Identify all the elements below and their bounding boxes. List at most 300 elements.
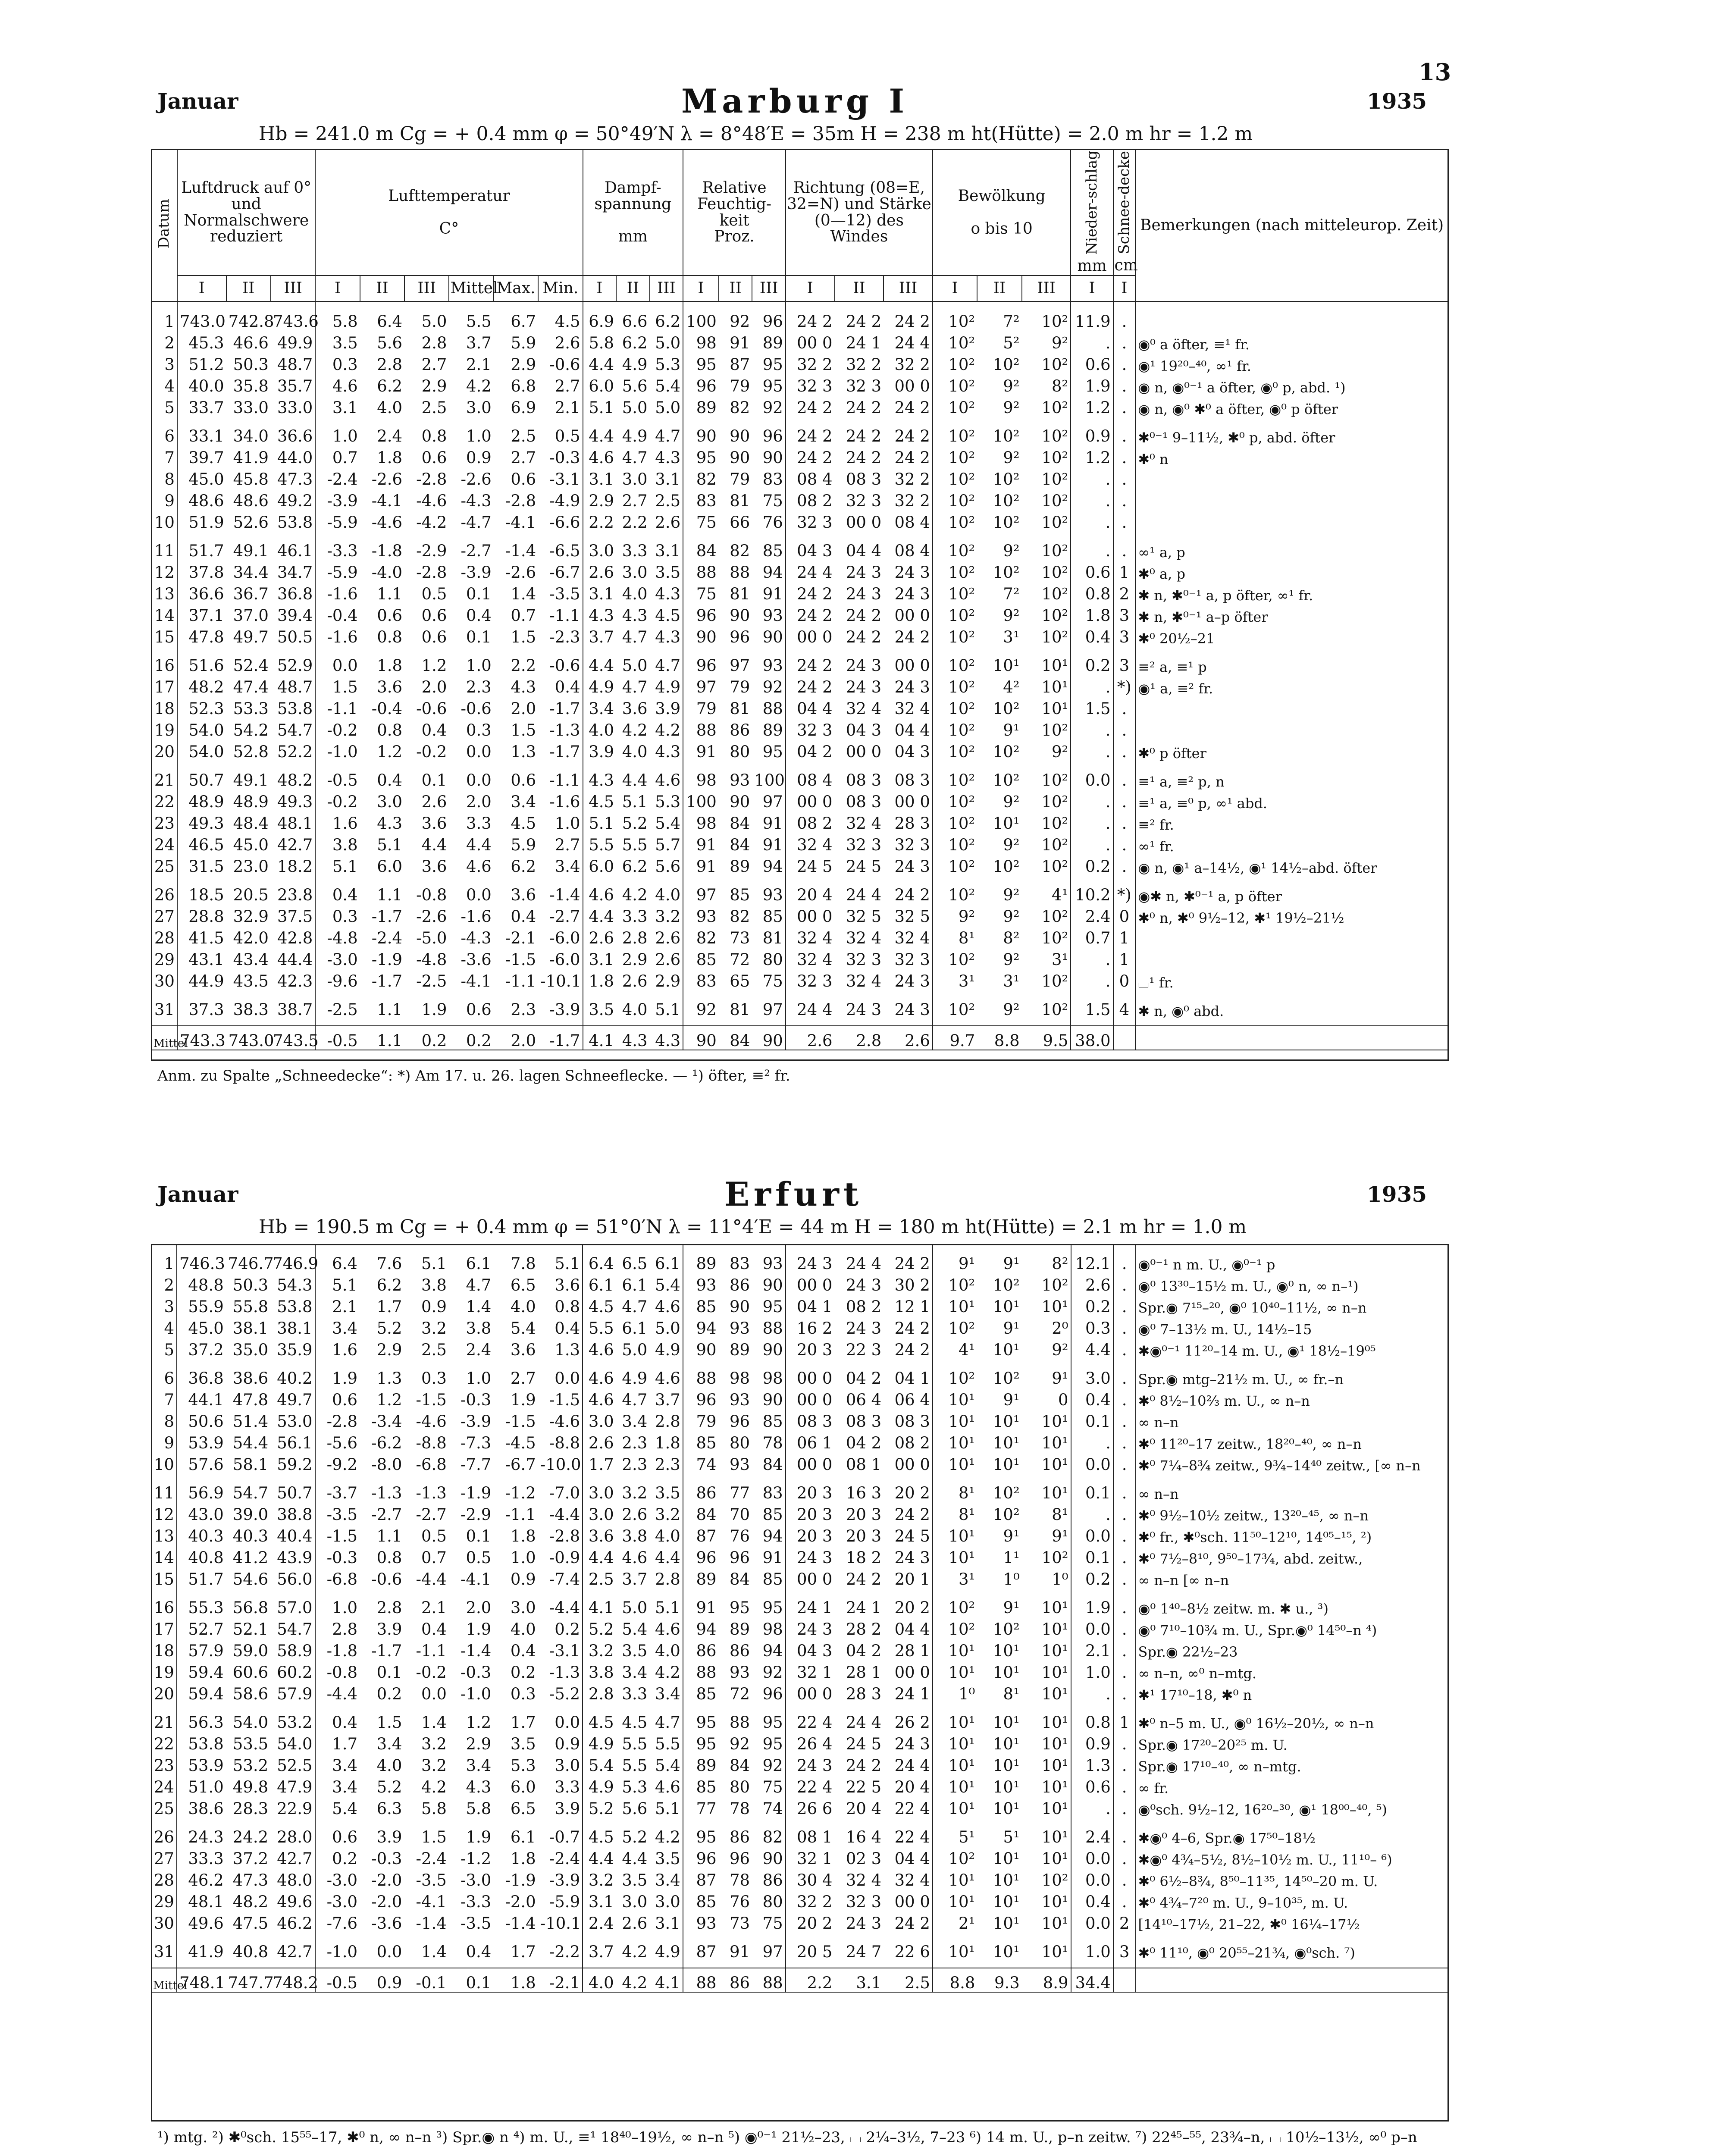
col-wind: Richtung (08=E, 32=N) und Stärke (0—12) des Windes	[786, 149, 933, 276]
value-cell: 32.9	[233, 907, 269, 926]
value-cell: 6.0	[510, 1778, 536, 1797]
mean-cell: 9.5	[1022, 1026, 1071, 1050]
remark-cell: ◉ n, ◉⁰⁻¹ a öfter, ◉⁰ p, abd. ¹)	[1135, 373, 1448, 395]
value-cell: 2.4	[583, 1911, 616, 1932]
value-cell: 5.4	[583, 1753, 616, 1774]
value-cell: 10²	[933, 854, 977, 875]
value-cell: 08 2	[786, 811, 835, 832]
value-cell: 43.9	[277, 1548, 313, 1567]
value-cell: 35.7	[277, 377, 313, 396]
value-cell: 3.1	[583, 581, 617, 603]
value-cell: 98	[683, 768, 719, 789]
value-cell: 4.7	[622, 678, 648, 697]
spacer-row	[151, 875, 1448, 882]
day-cell: 5	[164, 398, 175, 417]
value-cell: -1.7	[371, 1642, 402, 1661]
value-cell: 85	[683, 947, 719, 968]
value-cell: 48.1	[177, 1889, 226, 1911]
value-cell: 4.3	[622, 606, 648, 625]
value-cell: 10¹	[1041, 1412, 1068, 1431]
value-cell: 96	[683, 653, 719, 674]
table-row	[151, 674, 1448, 696]
day-cell: 11	[154, 542, 175, 561]
value-cell: 0.4	[555, 1319, 580, 1338]
value-cell: 1.4	[511, 585, 536, 604]
value-cell: 93	[730, 771, 750, 790]
value-cell: .	[1071, 1502, 1113, 1523]
value-cell: 0.0	[421, 1685, 447, 1704]
value-cell: 5.5	[622, 836, 648, 855]
value-cell: 08 1	[786, 1824, 835, 1846]
value-cell: -4.5	[505, 1434, 536, 1453]
table-row	[151, 1502, 1449, 1523]
value-cell: 79	[683, 696, 719, 718]
value-cell: 0.9	[466, 448, 492, 467]
value-cell: 37.8	[177, 560, 226, 581]
table-row	[151, 1409, 1449, 1430]
day-cell: 14	[154, 606, 175, 625]
value-cell: 1.2	[376, 1391, 402, 1410]
value-cell: 35.0	[232, 1341, 269, 1360]
value-cell: 9²	[1003, 793, 1020, 812]
value-cell: 4.6	[622, 1548, 648, 1567]
remark-cell: ◉⁰ 7–13½ m. U., 14½–15	[1136, 1316, 1449, 1337]
value-cell: 4.3	[655, 448, 681, 467]
value-cell: 37.1	[177, 603, 226, 624]
day-cell: 24	[154, 836, 175, 855]
day-cell: 8	[164, 470, 175, 489]
value-cell: 10¹	[993, 814, 1020, 833]
value-cell: 3.2	[655, 1505, 680, 1524]
value-cell: 0.3	[510, 1685, 536, 1704]
mean-cell: -2.1	[538, 1968, 583, 1992]
value-cell: 28 1	[894, 1642, 930, 1661]
mean-cell: 90	[752, 1026, 786, 1050]
value-cell: 87	[730, 355, 750, 374]
value-cell: 88	[683, 560, 719, 581]
value-cell: 3¹	[1003, 628, 1020, 647]
value-cell: -1.1	[505, 972, 536, 991]
table-row	[151, 445, 1448, 467]
value-cell: 56.1	[277, 1434, 313, 1453]
value-cell: .	[1071, 718, 1113, 739]
value-cell: 22 4	[894, 1828, 930, 1847]
value-cell: 24 3	[894, 972, 930, 991]
value-cell: 0.0	[1071, 1868, 1113, 1889]
value-cell: 0.4	[511, 907, 536, 926]
value-cell: 1.9	[315, 1366, 360, 1387]
day-cell: 30	[154, 1914, 174, 1933]
value-cell: 78	[762, 1434, 783, 1453]
remark-cell: ✱ n, ◉⁰ abd.	[1135, 997, 1448, 1018]
value-cell: 3.3	[622, 542, 648, 561]
value-cell: 3.9	[376, 1828, 402, 1847]
spacer-row	[151, 301, 1448, 309]
value-cell: 10²	[1041, 929, 1068, 948]
value-cell: 04 4	[894, 1620, 930, 1639]
value-cell: 47.3	[232, 1871, 269, 1890]
value-cell: 6.4	[315, 1251, 360, 1272]
value-cell: 3.9	[555, 1799, 580, 1818]
value-cell: 24 5	[846, 857, 882, 876]
value-cell: 10¹	[933, 1868, 977, 1889]
table-row	[151, 1681, 1449, 1703]
col-luftdruck: Luftdruck auf 0° und Normalschwere reduziert	[177, 149, 315, 276]
value-cell: 0.1	[466, 628, 492, 647]
value-cell: 3.7	[583, 1939, 616, 1961]
value-cell: 3.0	[622, 470, 648, 489]
value-cell: 4.4	[583, 352, 617, 373]
value-cell: 746.7	[228, 1254, 274, 1273]
value-cell: -5.9	[315, 560, 360, 581]
value-cell: 3.0	[583, 538, 617, 560]
value-cell: 46.2	[177, 1868, 226, 1889]
value-cell: 20 3	[786, 1523, 835, 1545]
value-cell: 24 2	[786, 581, 835, 603]
value-cell: -0.2	[416, 743, 447, 761]
value-cell: 41.2	[232, 1548, 269, 1567]
value-cell: 82	[730, 398, 750, 417]
value-cell: .	[1113, 1337, 1136, 1359]
mean-cell	[1113, 1026, 1136, 1050]
value-cell: 54.7	[232, 1484, 269, 1503]
value-cell: 54.7	[277, 1620, 313, 1639]
value-cell: 33.7	[177, 395, 226, 417]
value-cell: 76	[730, 1893, 750, 1912]
value-cell: 0.5	[555, 427, 580, 446]
value-cell: 08 2	[786, 488, 835, 510]
value-cell: 84	[730, 1570, 750, 1589]
value-cell: 5.0	[622, 656, 648, 675]
value-cell: 1.1	[377, 886, 403, 905]
value-cell: 10¹	[1041, 1756, 1068, 1775]
value-cell: 83	[762, 1484, 783, 1503]
value-cell: -1.8	[371, 542, 403, 561]
remark-cell: ◉✱ n, ✱⁰⁻¹ a, p öfter	[1135, 882, 1448, 904]
value-cell: 52.5	[277, 1756, 313, 1775]
value-cell: 4.5	[555, 312, 580, 331]
value-cell: 86	[730, 721, 750, 740]
value-cell: 5.0	[622, 1341, 648, 1360]
value-cell: 1	[1113, 925, 1136, 947]
value-cell: 48.1	[277, 814, 313, 833]
value-cell: 6.1	[583, 1272, 616, 1294]
value-cell: 50.7	[277, 1484, 313, 1503]
value-cell: -3.5	[460, 1914, 492, 1933]
value-cell: 95	[762, 1297, 783, 1316]
value-cell: 0.1	[466, 1527, 492, 1546]
value-cell: 4.5	[583, 1824, 616, 1846]
value-cell: .	[1113, 395, 1136, 417]
value-cell: 5.4	[655, 1756, 680, 1775]
value-cell: 4.7	[622, 448, 648, 467]
value-cell: 82	[683, 925, 719, 947]
day-cell: 1	[164, 312, 175, 331]
value-cell: 24 2	[894, 448, 930, 467]
value-cell: 1.0	[1071, 1939, 1113, 1961]
value-cell: 2.2	[622, 513, 648, 532]
value-cell: 98	[762, 1369, 783, 1388]
value-cell: 4.0	[583, 718, 617, 739]
value-cell: 75	[762, 492, 783, 511]
value-cell: 0.3	[466, 721, 492, 740]
value-cell: .	[1113, 1430, 1136, 1452]
value-cell: -3.0	[460, 1871, 492, 1890]
value-cell: -4.7	[461, 513, 492, 532]
value-cell: 7²	[1003, 585, 1020, 604]
value-cell: 6.9	[511, 398, 536, 417]
value-cell: -1.6	[315, 581, 360, 603]
value-cell: 26 2	[894, 1713, 930, 1732]
value-cell: 38.6	[232, 1369, 269, 1388]
value-cell: 49.6	[277, 1893, 313, 1912]
value-cell: 3.7	[466, 334, 492, 353]
value-cell: .	[1113, 1480, 1136, 1502]
value-cell: 32 2	[786, 352, 835, 373]
value-cell: 4.9	[583, 674, 617, 696]
subheader-cell: III	[1022, 276, 1071, 301]
value-cell: 10²	[933, 1595, 977, 1617]
day-cell: 18	[154, 1642, 174, 1661]
value-cell: 2.9	[421, 377, 447, 396]
value-cell: 44.1	[177, 1387, 226, 1409]
col-feucht: Relative Feuchtig-keit Proz.	[683, 149, 786, 276]
value-cell: 2.5	[421, 1341, 447, 1360]
value-cell: 49.1	[233, 542, 269, 561]
value-cell: 49.2	[277, 492, 313, 511]
value-cell: -5.6	[315, 1430, 360, 1452]
value-cell: 32 4	[894, 1871, 930, 1890]
value-cell: 16 2	[786, 1316, 835, 1337]
value-cell: 98	[730, 1369, 750, 1388]
value-cell: 5¹	[1003, 1828, 1020, 1847]
table-row	[151, 968, 1448, 990]
value-cell: 4.5	[583, 1710, 616, 1731]
value-cell: 81	[730, 492, 750, 511]
value-cell: 08 3	[786, 1409, 835, 1430]
value-cell: 81	[730, 1000, 750, 1019]
value-cell: -4.4	[416, 1570, 447, 1589]
subheader-cell: Min.	[538, 276, 583, 301]
value-cell: 3.2	[622, 1484, 648, 1503]
value-cell: 0.6	[1071, 1774, 1113, 1796]
value-cell: 3.7	[655, 1391, 680, 1410]
value-cell: 91	[730, 334, 750, 353]
mean-cell: 2.6	[786, 1026, 835, 1050]
value-cell: .	[1113, 1387, 1136, 1409]
value-cell: 80	[762, 1893, 783, 1912]
value-cell: 10²	[933, 560, 977, 581]
value-cell: 1.5	[376, 1713, 402, 1732]
value-cell: -2.4	[549, 1849, 580, 1868]
value-cell: 5.1	[655, 1598, 680, 1617]
value-cell: 40.8	[177, 1545, 226, 1567]
mean-cell: 9.3	[977, 1968, 1021, 1992]
value-cell: 0.4	[1071, 1889, 1113, 1911]
day-cell: 4	[164, 1319, 174, 1338]
value-cell: 33.0	[277, 398, 313, 417]
value-cell: 10¹	[1041, 1620, 1068, 1639]
value-cell: 5.3	[655, 793, 681, 812]
value-cell: 96	[762, 1685, 783, 1704]
value-cell: 79	[683, 1409, 719, 1430]
value-cell: 7.8	[510, 1254, 536, 1273]
value-cell: 3.6	[511, 886, 536, 905]
value-cell: .	[1071, 510, 1113, 531]
value-cell: 9²	[1052, 1341, 1068, 1360]
value-cell: 47.5	[232, 1914, 269, 1933]
value-cell: 3¹	[933, 1567, 977, 1588]
value-cell: .	[1071, 1796, 1113, 1818]
value-cell: 10²	[1041, 563, 1068, 582]
value-cell: 3.4	[655, 1871, 680, 1890]
day-cell: 17	[154, 678, 175, 697]
value-cell: 10²	[993, 563, 1020, 582]
value-cell: -4.4	[549, 1598, 580, 1617]
table-row	[151, 1753, 1449, 1774]
value-cell: 10¹	[933, 1774, 977, 1796]
value-cell: 5¹	[933, 1824, 977, 1846]
value-cell: 91	[683, 832, 719, 854]
table-row	[151, 832, 1448, 854]
value-cell: 04 2	[846, 1642, 882, 1661]
value-cell: -0.6	[549, 355, 580, 374]
value-cell: 2.7	[510, 1369, 536, 1388]
value-cell: .	[1113, 768, 1136, 789]
value-cell: 34.4	[233, 563, 269, 582]
value-cell: -10.1	[540, 972, 582, 991]
value-cell: -1.4	[505, 1914, 536, 1933]
table-row	[151, 395, 1448, 417]
mean-cell: 34.4	[1071, 1968, 1113, 1992]
value-cell: 84	[730, 1756, 750, 1775]
value-cell: 37.5	[277, 907, 313, 926]
value-cell: -2.3	[549, 628, 580, 647]
value-cell: 32 4	[894, 929, 930, 948]
value-cell: 4.5	[511, 814, 536, 833]
value-cell: -3.0	[315, 1868, 360, 1889]
value-cell: .	[1113, 1294, 1136, 1316]
value-cell: 100	[683, 789, 719, 811]
value-cell: 2.8	[655, 1412, 680, 1431]
value-cell: 9¹	[933, 1251, 977, 1272]
value-cell: 52.4	[233, 656, 269, 675]
value-cell: .	[1113, 1774, 1136, 1796]
value-cell: 2.4	[1071, 904, 1113, 925]
value-cell: 85	[683, 1430, 719, 1452]
value-cell: 10²	[993, 513, 1020, 532]
value-cell: 2.9	[376, 1341, 402, 1360]
value-cell: 91	[762, 1548, 783, 1567]
value-cell: 0.3	[315, 904, 360, 925]
value-cell: 94	[683, 1617, 719, 1638]
value-cell: 95	[762, 1713, 783, 1732]
value-cell: 93	[730, 1455, 750, 1474]
value-cell: .	[1113, 1868, 1136, 1889]
value-cell: -0.3	[371, 1849, 402, 1868]
value-cell: 10²	[1041, 606, 1068, 625]
value-cell: 46.2	[277, 1914, 313, 1933]
value-cell: 83	[683, 488, 719, 510]
value-cell: 5.2	[622, 814, 648, 833]
table-row	[151, 373, 1448, 395]
value-cell: 28 1	[846, 1663, 882, 1682]
value-cell: 0.4	[1071, 624, 1113, 646]
value-cell: 92	[762, 398, 783, 417]
value-cell: 86	[730, 1642, 750, 1661]
value-cell: 3.2	[421, 1319, 447, 1338]
value-cell: 00 0	[894, 377, 930, 396]
value-cell: -1.1	[549, 771, 580, 790]
value-cell: 10²	[993, 1484, 1020, 1503]
value-cell: 28.0	[277, 1828, 313, 1847]
value-cell: 1.7	[583, 1452, 616, 1473]
value-cell: -3.3	[460, 1893, 492, 1912]
value-cell: 32 4	[894, 699, 930, 718]
value-cell: 04 1	[894, 1369, 930, 1388]
value-cell: 95	[762, 1735, 783, 1754]
value-cell: -0.2	[315, 718, 360, 739]
value-cell: 3.0	[583, 1502, 616, 1523]
value-cell: 77	[683, 1796, 719, 1818]
value-cell: 2.8	[622, 929, 648, 948]
value-cell: 2.3	[511, 1000, 536, 1019]
value-cell: 3.6	[377, 678, 403, 697]
value-cell: 20.5	[233, 886, 269, 905]
value-cell: .	[1113, 1316, 1136, 1337]
value-cell: 00 0	[786, 624, 835, 646]
value-cell: 10²	[933, 488, 977, 510]
value-cell: 20 4	[786, 882, 835, 904]
value-cell: 4.2	[655, 721, 681, 740]
value-cell: 20 3	[786, 1480, 835, 1502]
value-cell: 5.4	[655, 377, 681, 396]
value-cell: 40.4	[277, 1527, 313, 1546]
value-cell: 2.7	[622, 492, 648, 511]
value-cell: 4.9	[583, 1731, 616, 1753]
table-row	[151, 1272, 1449, 1294]
value-cell: 2.8	[377, 355, 403, 374]
value-cell: 90	[683, 1337, 719, 1359]
value-cell: -1.8	[315, 1638, 360, 1660]
value-cell: 1.9	[510, 1391, 536, 1410]
value-cell: 83	[762, 470, 783, 489]
remark-cell: Spr.◉ 22½–23	[1136, 1638, 1449, 1660]
value-cell: 50.5	[277, 628, 313, 647]
station-meta: Hb = 190.5 m Cg = + 0.4 mm φ = 51°0′N λ = 11°4′E = 44 m H = 180 m ht(Hütte) = 2.1 m hr = 1.0 m	[259, 1216, 1247, 1238]
value-cell: 12.1	[1071, 1251, 1113, 1272]
value-cell: 28.8	[177, 904, 226, 925]
remark-cell: ✱◉⁰ 4–6, Spr.◉ 17⁵⁰–18½	[1136, 1824, 1449, 1846]
value-cell: 0.3	[315, 352, 360, 373]
value-cell: 0.1	[1071, 1480, 1113, 1502]
remark-cell: ◉ n, ◉⁰ ✱⁰ a öfter, ◉⁰ p öfter	[1135, 395, 1448, 417]
remark-cell: Spr.◉ mtg–21½ m. U., ∞ fr.–n	[1136, 1366, 1449, 1387]
value-cell: 3.9	[655, 699, 681, 718]
value-cell: 0.4	[510, 1642, 536, 1661]
value-cell: 0.0	[466, 743, 492, 761]
value-cell: 4.7	[622, 628, 648, 647]
value-cell: 1.0	[510, 1548, 536, 1567]
value-cell: 10¹	[993, 1297, 1020, 1316]
spacer-row	[151, 761, 1448, 768]
value-cell: 1.8	[583, 968, 617, 990]
value-cell: 92	[730, 1735, 750, 1754]
value-cell: 3.8	[315, 832, 360, 854]
value-cell: 4.3	[655, 743, 681, 761]
day-cell: 10	[154, 513, 175, 532]
value-cell: 1.2	[466, 1713, 492, 1732]
